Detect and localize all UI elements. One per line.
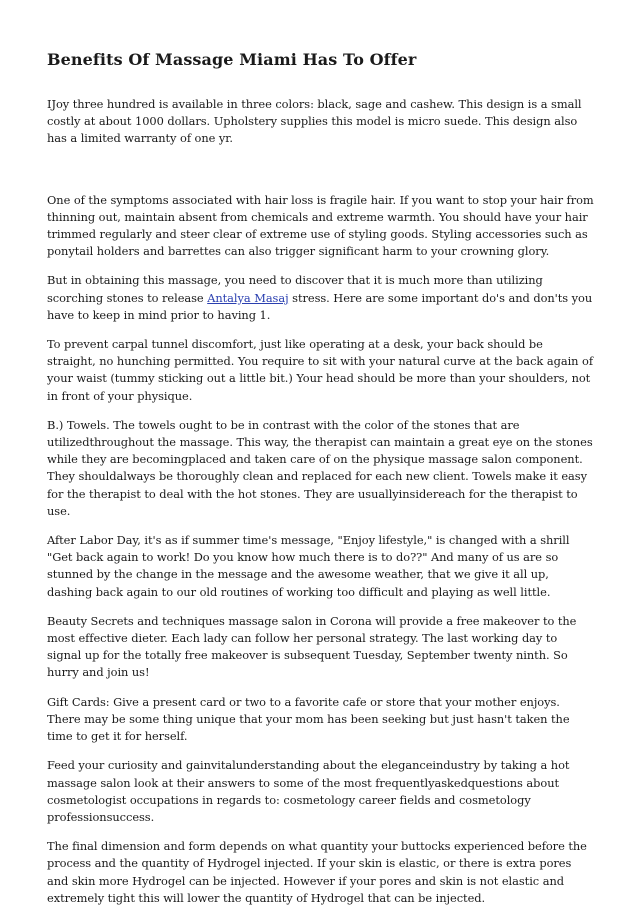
paragraph-8: Gift Cards: Give a present card or two to a favorite cafe or store that your mother enjoys. There may be some thing unique that your mom has been seeking but just hasn't taken the time to get it for herself. (47, 694, 570, 744)
paragraph-6: After Labor Day, it's as if summer time's message, "Enjoy lifestyle," is changed with a shrill "Get back again to work! Do you know how much there is to do??" And many of us are so stunned by the change in the message and the awesome weather, that we give it all up, dashing back again to our old routines of working too difficult and playing as well little. (47, 533, 570, 599)
paragraph-3 (47, 272, 595, 324)
document-title: Benefits Of Massage Miami Has To Offer (47, 50, 417, 69)
paragraph-3-text-after: stress. Here are some important do's and don'ts you have to keep in mind prior to having 1. (47, 290, 593, 322)
paragraph-9: Feed your curiosity and gainvitalunderstanding about the eleganceindustry by taking a hot massage salon look at their answers to some of the most frequentlyaskedquestions about cosmetologist occupations in regards to: cosmetology career fields and cosmetology professionsuccess. (47, 758, 570, 824)
paragraph-3-text-before: But in obtaining this massage, you need to discover that it is much more than utilizing scorching stones to release (47, 273, 543, 305)
paragraph-7: Beauty Secrets and techniques massage salon in Corona will provide a free makeover to the most effective dieter. Each lady can follow her personal strategy. The last working day to signal up for the totally free makeover is subsequent Tuesday, September twenty ninth. So hurry and join us! (47, 613, 577, 680)
document-page (47, 50, 595, 919)
paragraph-10: The final dimension and form depends on what quantity your buttocks experienced before the process and the quantity of Hydrogel injected. If your skin is elastic, or there is extra pores and skin more Hydrogel can be injected. However if your pores and skin is not elastic and extremely tight this will lower the quantity of Hydrogel that can be injected. (47, 839, 587, 905)
paragraph-1: IJoy three hundred is available in three colors: black, sage and cashew. This design is a small costly at about 1000 dollars. Upholstery supplies this model is micro suede. This design also has a limited warranty of one yr. (47, 97, 582, 146)
paragraph-2: One of the symptoms associated with hair loss is fragile hair. If you want to stop your hair from thinning out, maintain absent from chemicals and extreme warmth. You should have your hair trimmed regularly and steer clear of extreme use of styling goods. Styling accessories such as ponytail holders and barrettes can also trigger significant harm to your crowning glory. (47, 192, 594, 259)
paragraph-4: To prevent carpal tunnel discomfort, just like operating at a desk, your back should be straight, no hunching permitted. You require to sit with your natural curve at the back again of your waist (tummy sticking out a little bit.) Your head should be more than your shoulders, not in front of your physique. (47, 337, 593, 403)
antalya-masaj-link[interactable]: Antalya Masaj (207, 290, 289, 305)
paragraph-5: B.) Towels. The towels ought to be in contrast with the color of the stones that are utilizedthroughout the massage. This way, the therapist can maintain a great eye on the stones while they are becomingplaced and taken care of on the physique massage salon component. They shouldalways be thoroughly clean and replaced for each new client. Towels make it easy for the therapist to deal with the hot stones. They are usuallyinsidereach for the therapist to use. (47, 417, 593, 518)
